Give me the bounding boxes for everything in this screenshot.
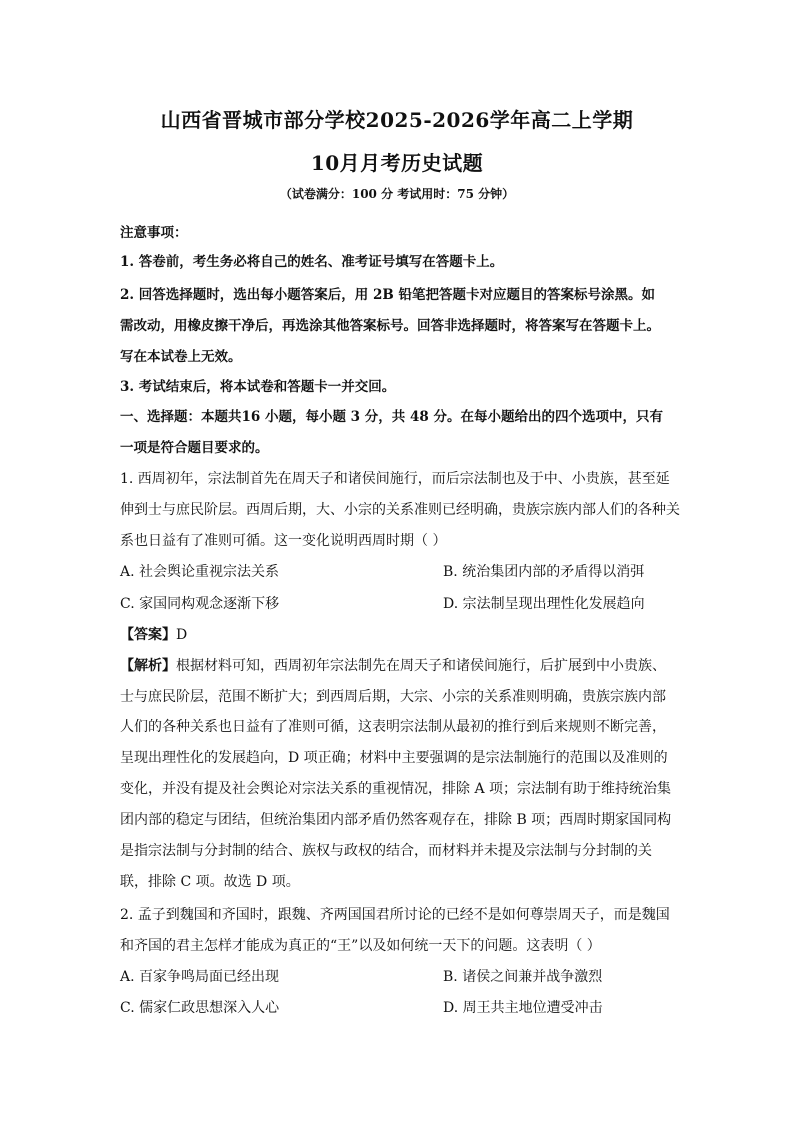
notice-item: 需改动，用橡皮擦干净后，再选涂其他答案标号。回答非选择题时，将答案写在答题卡上。 [120, 318, 660, 334]
q2-stem: 和齐国的君主怎样才能成为真正的“王”以及如何统一天下的问题。这表明（ ） [120, 938, 601, 954]
q1-stem: 伸到士与庶民阶层。西周后期，大、小宗的关系准则已经明确，贵族宗族内部人们的各种关 [120, 502, 680, 518]
notice-heading: 注意事项： [120, 225, 188, 241]
q1-analysis-first [120, 655, 680, 675]
q1-option-b: B. 统治集团内部的矛盾得以消弭 [443, 564, 645, 580]
exam-title-line2: 10月月考历史试题 [310, 151, 484, 175]
q2-option-d: D. 周王共主地位遭受冲击 [443, 1000, 603, 1016]
q2-option-a: A. 百家争鸣局面已经出现 [120, 969, 280, 985]
section-heading: 一、选择题：本题共16 小题，每小题 3 分，共 48 分。在每小题给出的四个选项中，只有 [120, 409, 663, 425]
notice-item: 2. 回答选择题时，选出每小题答案后，用 2B 铅笔把答题卡对应题目的答案标号涂黑。如 [120, 287, 655, 303]
q1-analysis: 联，排除 C 项。故选 D 项。 [120, 874, 300, 890]
q2-stem: 2. 孟子到魏国和齐国时，跟魏、齐两国国君所讨论的已经不是如何尊崇周天子，而是魏国 [120, 907, 670, 923]
exam-title-line1: 山西省晋城市部分学校2025-2026学年高二上学期 [160, 108, 634, 132]
q1-stem: 1. 西周初年，宗法制首先在周天子和诸侯间施行，而后宗法制也及于中、小贵族，甚至延 [120, 471, 670, 487]
analysis-text: 根据材料可知，西周初年宗法制先在周天子和诸侯间施行，后扩展到中小贵族、 [176, 658, 666, 674]
q1-option-a: A. 社会舆论重视宗法关系 [120, 564, 280, 580]
q1-analysis: 团内部的稳定与团结，但统治集团内部矛盾仍然客观存在，排除 B 项；西周时期家国同构 [120, 812, 672, 828]
q1-option-d: D. 宗法制呈现出理性化发展趋向 [443, 596, 645, 612]
analysis-label: 【解析】 [120, 658, 176, 674]
q1-stem: 系也日益有了准则可循。这一变化说明西周时期（ ） [120, 533, 447, 549]
q1-analysis: 是指宗法制与分封制的结合、族权与政权的结合，而材料并未提及宗法制与分封制的关 [120, 843, 652, 859]
section-heading-cont: 一项是符合题目要求的。 [120, 440, 269, 456]
notice-item: 写在本试卷上无效。 [120, 349, 242, 365]
q2-option-b: B. 诸侯之间兼并战争激烈 [443, 969, 603, 985]
answer-value: D [176, 627, 188, 643]
notice-item: 1. 答卷前，考生务必将自己的姓名、准考证号填写在答题卡上。 [120, 254, 504, 270]
exam-subtitle: （试卷满分：100 分 考试用时：75 分钟） [279, 187, 515, 201]
q1-analysis: 变化，并没有提及社会舆论对宗法关系的重视情况，排除 A 项；宗法制有助于维持统治集 [120, 781, 672, 797]
q1-analysis: 人们的各种关系也日益有了准则可循，这表明宗法制从最初的推行到后来规则不断完善， [120, 719, 666, 735]
q1-answer [120, 624, 680, 644]
q2-option-c: C. 儒家仁政思想深入人心 [120, 1000, 280, 1016]
notice-item: 3. 考试结束后，将本试卷和答题卡一并交回。 [120, 379, 396, 395]
answer-label: 【答案】 [120, 627, 176, 643]
q1-analysis: 士与庶民阶层，范围不断扩大；到西周后期，大宗、小宗的关系准则明确，贵族宗族内部 [120, 689, 666, 705]
q1-analysis: 呈现出理性化的发展趋向，D 项正确；材料中主要强调的是宗法制施行的范围以及准则的 [120, 750, 668, 766]
q1-option-c: C. 家国同构观念逐渐下移 [120, 596, 280, 612]
